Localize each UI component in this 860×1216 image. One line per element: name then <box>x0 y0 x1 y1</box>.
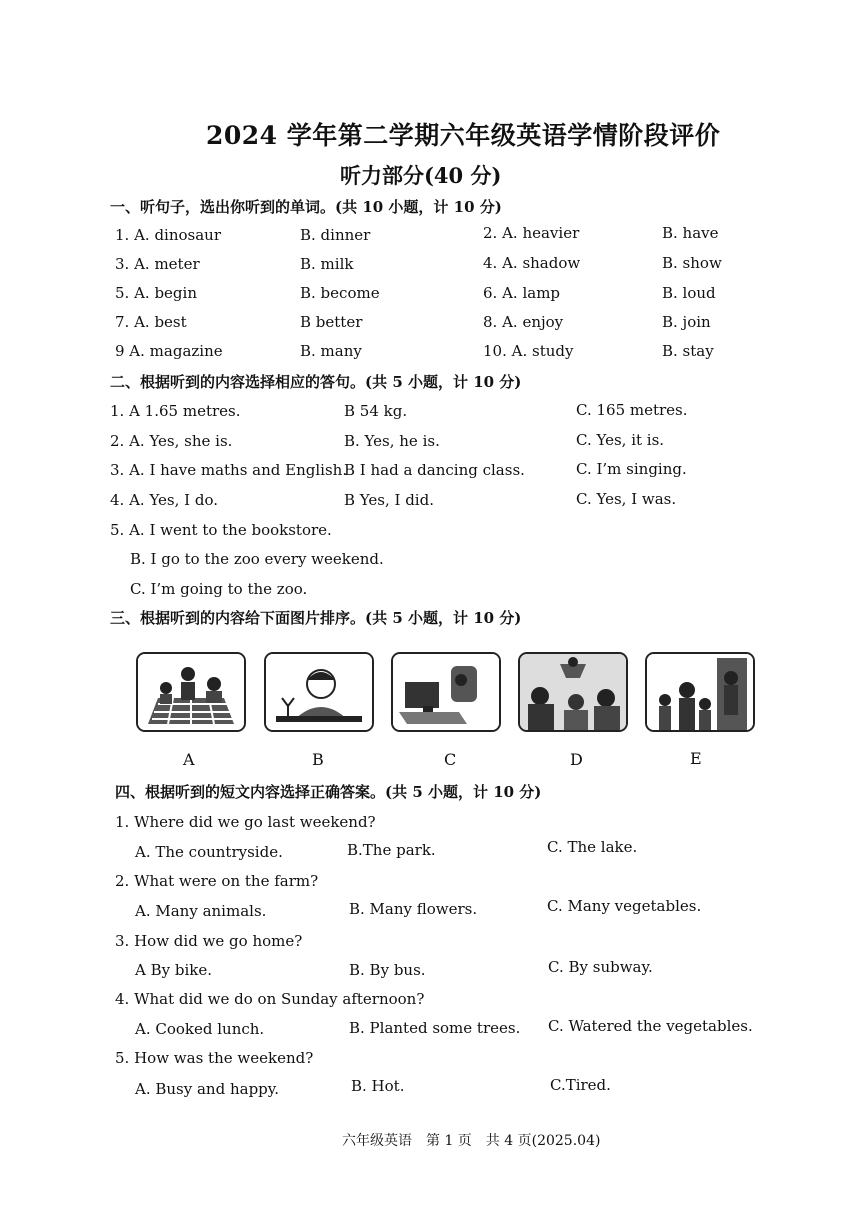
s2-q1-option-b: B 54 kg. <box>344 402 408 420</box>
s1-q8-option-a: 8. A. enjoy <box>483 313 564 331</box>
s2-q4-option-a: 4. A. Yes, I do. <box>110 491 218 509</box>
picture-label-d: D <box>570 750 583 769</box>
s4-q4-option-b: B. Planted some trees. <box>349 1019 521 1037</box>
s2-q3-option-b: B I had a dancing class. <box>344 461 525 479</box>
s4-q1-option-c: C. The lake. <box>547 838 638 856</box>
s1-q9-option-a: 9 A. magazine <box>115 342 223 360</box>
s1-q7-option-b: B better <box>300 313 363 331</box>
s4-q5-option-b: B. Hot. <box>351 1077 405 1095</box>
picture-a-family-picnic <box>136 652 246 732</box>
s4-q3-option-c: C. By subway. <box>548 958 653 976</box>
s4-q3-option-b: B. By bus. <box>349 961 426 979</box>
s2-q5-option-c: C. I’m going to the zoo. <box>130 580 308 598</box>
s4-q1-option-b: B.The park. <box>347 841 436 859</box>
s4-q2-option-b: B. Many flowers. <box>349 900 478 918</box>
page-subtitle: 听力部分(40 分) <box>340 163 502 188</box>
s4-q1-option-a: A. The countryside. <box>135 843 283 861</box>
s1-q5-option-a: 5. A. begin <box>115 284 197 302</box>
picture-label-b: B <box>312 750 324 769</box>
s4-q1-question: 1. Where did we go last weekend? <box>115 813 376 831</box>
s1-q4-option-a: 4. A. shadow <box>483 254 581 272</box>
s2-q4-option-c: C. Yes, I was. <box>576 490 677 508</box>
s4-q4-question: 4. What did we do on Sunday afternoon? <box>115 990 425 1008</box>
s4-q2-question: 2. What were on the farm? <box>115 872 319 890</box>
s1-q6-option-b: B. loud <box>662 284 716 302</box>
s1-q1-option-a: 1. A. dinosaur <box>115 226 222 244</box>
s2-q1-option-a: 1. A 1.65 metres. <box>110 402 241 420</box>
picture-d-audience <box>518 652 628 732</box>
s1-q1-option-b: B. dinner <box>300 226 371 244</box>
s2-q2-option-b: B. Yes, he is. <box>344 432 440 450</box>
s2-q2-option-c: C. Yes, it is. <box>576 431 665 449</box>
s1-q6-option-a: 6. A. lamp <box>483 284 561 302</box>
s2-q5-option-a: 5. A. I went to the bookstore. <box>110 521 332 539</box>
s4-q4-option-a: A. Cooked lunch. <box>135 1020 265 1038</box>
s1-q4-option-b: B. show <box>662 254 722 272</box>
s1-q8-option-b: B. join <box>662 313 711 331</box>
s2-q5-option-b: B. I go to the zoo every weekend. <box>130 550 384 568</box>
picture-c-computer <box>391 652 501 732</box>
s2-q4-option-b: B Yes, I did. <box>344 491 434 509</box>
s2-q3-option-a: 3. A. I have maths and English. <box>110 461 348 479</box>
s2-q1-option-c: C. 165 metres. <box>576 401 688 419</box>
s1-q5-option-b: B. become <box>300 284 380 302</box>
s1-q9-option-b: B. many <box>300 342 362 360</box>
picture-e-family-at-door <box>645 652 755 732</box>
s1-q3-option-a: 3. A. meter <box>115 255 200 273</box>
s4-q5-option-c: C.Tired. <box>550 1076 611 1094</box>
s1-q2-option-b: B. have <box>662 224 719 242</box>
picture-label-e: E <box>690 749 702 768</box>
s1-q7-option-a: 7. A. best <box>115 313 187 331</box>
s1-q10-option-b: B. stay <box>662 342 714 360</box>
s4-q4-option-c: C. Watered the vegetables. <box>548 1017 753 1035</box>
s2-q2-option-a: 2. A. Yes, she is. <box>110 432 233 450</box>
s1-q3-option-b: B. milk <box>300 255 354 273</box>
s4-q3-option-a: A By bike. <box>135 961 212 979</box>
s4-q3-question: 3. How did we go home? <box>115 932 303 950</box>
picture-label-c: C <box>444 750 457 769</box>
section1-heading: 一、听句子，选出你听到的单词。(共 10 小题，计 10 分) <box>110 198 502 216</box>
s4-q2-option-c: C. Many vegetables. <box>547 897 702 915</box>
s4-q5-question: 5. How was the weekend? <box>115 1049 314 1067</box>
picture-b-boy-at-desk <box>264 652 374 732</box>
s4-q5-option-a: A. Busy and happy. <box>135 1080 280 1098</box>
s4-q2-option-a: A. Many animals. <box>135 902 267 920</box>
s2-q3-option-c: C. I’m singing. <box>576 460 687 478</box>
s1-q10-option-a: 10. A. study <box>483 342 574 360</box>
section3-heading: 三、根据听到的内容给下面图片排序。(共 5 小题，计 10 分) <box>110 609 522 627</box>
section2-heading: 二、根据听到的内容选择相应的答句。(共 5 小题，计 10 分) <box>110 373 522 391</box>
picture-label-a: A <box>183 750 195 769</box>
section4-heading: 四、根据听到的短文内容选择正确答案。(共 5 小题，计 10 分) <box>115 783 542 801</box>
s1-q2-option-a: 2. A. heavier <box>483 224 580 242</box>
page-footer: 六年级英语 第 1 页 共 4 页(2025.04) <box>342 1133 601 1149</box>
page-title: 2024 学年第二学期六年级英语学情阶段评价 <box>206 121 721 150</box>
